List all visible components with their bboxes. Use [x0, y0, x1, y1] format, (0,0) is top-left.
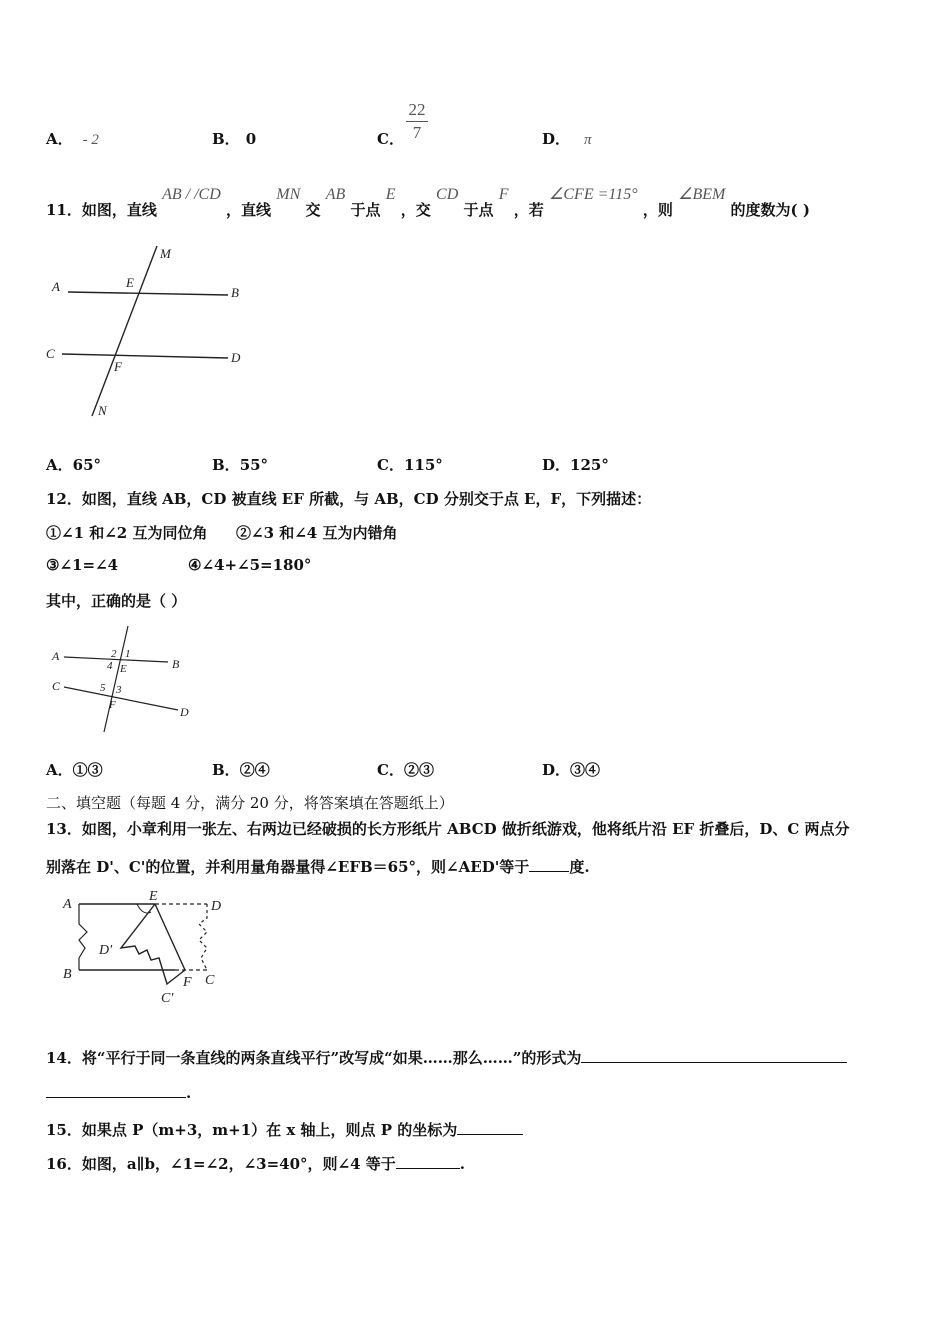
q12-label-c: C [52, 679, 61, 693]
q12-stem: 12．如图，直线 AB，CD 被直线 EF 所截，与 AB，CD 分别交于点 E，F，下列描述： [46, 490, 652, 508]
q13-label-c-prime: C' [161, 991, 174, 1006]
q12-option-d: D．③④ [542, 761, 601, 779]
q12-option-c: C．②③ [377, 761, 434, 779]
q10-option-b: B． 0 [212, 130, 257, 148]
q13-line-2: 别落在 D'、C'的位置，并利用量角器量得∠EFB＝65°，则∠AED'等于 度. [46, 858, 590, 876]
q12-label-a: A [52, 649, 60, 663]
q12-statement-2: ②∠3 和∠4 互为内错角 [236, 524, 398, 542]
q11-label-e: E [126, 275, 134, 290]
q10-option-d: D． π [542, 130, 592, 148]
q12-option-a: A．①③ [46, 761, 103, 779]
q12-label-1: 1 [125, 648, 131, 660]
q14-blank-2[interactable] [46, 1097, 186, 1098]
q11-label-c: C [46, 346, 55, 361]
q13-blank[interactable] [529, 871, 569, 872]
q12-label-2: 2 [111, 648, 117, 660]
q11-label-m: M [160, 246, 171, 261]
q12-figure [44, 622, 204, 737]
q16-blank[interactable] [396, 1168, 460, 1169]
q11-option-b: B．55° [212, 456, 269, 474]
q12-label-e: E [120, 663, 127, 675]
q15-blank[interactable] [457, 1134, 523, 1135]
q13-label-f: F [183, 975, 192, 990]
q12-label-d: D [180, 705, 189, 719]
q12-label-5: 5 [100, 682, 106, 694]
q13-label-e: E [149, 889, 158, 904]
q11-figure [40, 238, 260, 423]
q10-option-a: A． - 2 [46, 130, 99, 148]
q13-figure [55, 888, 245, 1013]
q12-statement-4: ④∠4+∠5=180° [188, 556, 312, 574]
q12-label-b: B [172, 657, 180, 671]
q12-option-b: B．②④ [212, 761, 270, 779]
q10-fraction: 22 7 [406, 100, 428, 143]
q11-label-b: B [231, 285, 239, 300]
q14-line-2: . [46, 1084, 191, 1102]
q13-label-a: A [63, 897, 72, 912]
q16-text: 16．如图，a∥b，∠1=∠2，∠3=40°，则∠4 等于 . [46, 1155, 466, 1173]
q12-label-f: F [109, 699, 116, 711]
q14-text: 14．将“平行于同一条直线的两条直线平行”改写成“如果……那么……”的形式为 [46, 1047, 847, 1068]
q11-label-d: D [231, 350, 241, 365]
q13-label-d-prime: D' [99, 943, 113, 958]
q12-statement-1: ①∠1 和∠2 互为同位角 [46, 524, 208, 542]
q13-label-b: B [63, 967, 72, 982]
q11-option-c: C．115° [377, 456, 443, 474]
q10-option-c: C． [377, 130, 404, 148]
q13-label-c: C [205, 973, 215, 988]
q11-label-f: F [114, 359, 122, 374]
q11-stem: 11．如图，直线 AB / /CD ，直线 MN 交 AB 于点 E ，交 CD 于点 F ，若 ∠CFE =115° ，则 ∠BEM 的度数为( ) [46, 186, 810, 219]
q11-option-d: D．125° [542, 456, 609, 474]
q12-label-3: 3 [116, 684, 122, 696]
q11-option-a: A．65° [46, 456, 102, 474]
q11-label-a: A [52, 279, 60, 294]
q13-line-1: 13．如图，小章利用一张左、右两边已经破损的长方形纸片 ABCD 做折纸游戏，他将纸片沿 EF 折叠后，D、C 两点分 [46, 820, 850, 838]
q11-label-n: N [98, 403, 107, 418]
q14-blank-1[interactable] [581, 1062, 847, 1063]
q13-label-d: D [211, 899, 222, 914]
q12-statement-3: ③∠1=∠4 [46, 556, 119, 574]
q12-label-4: 4 [107, 660, 113, 672]
q12-ask: 其中，正确的是（ ） [46, 592, 187, 610]
q15-text: 15．如果点 P（m+3，m+1）在 x 轴上，则点 P 的坐标为 [46, 1119, 523, 1140]
section-2-heading: 二、填空题（每题 4 分，满分 20 分，将答案填在答题纸上） [46, 794, 454, 812]
